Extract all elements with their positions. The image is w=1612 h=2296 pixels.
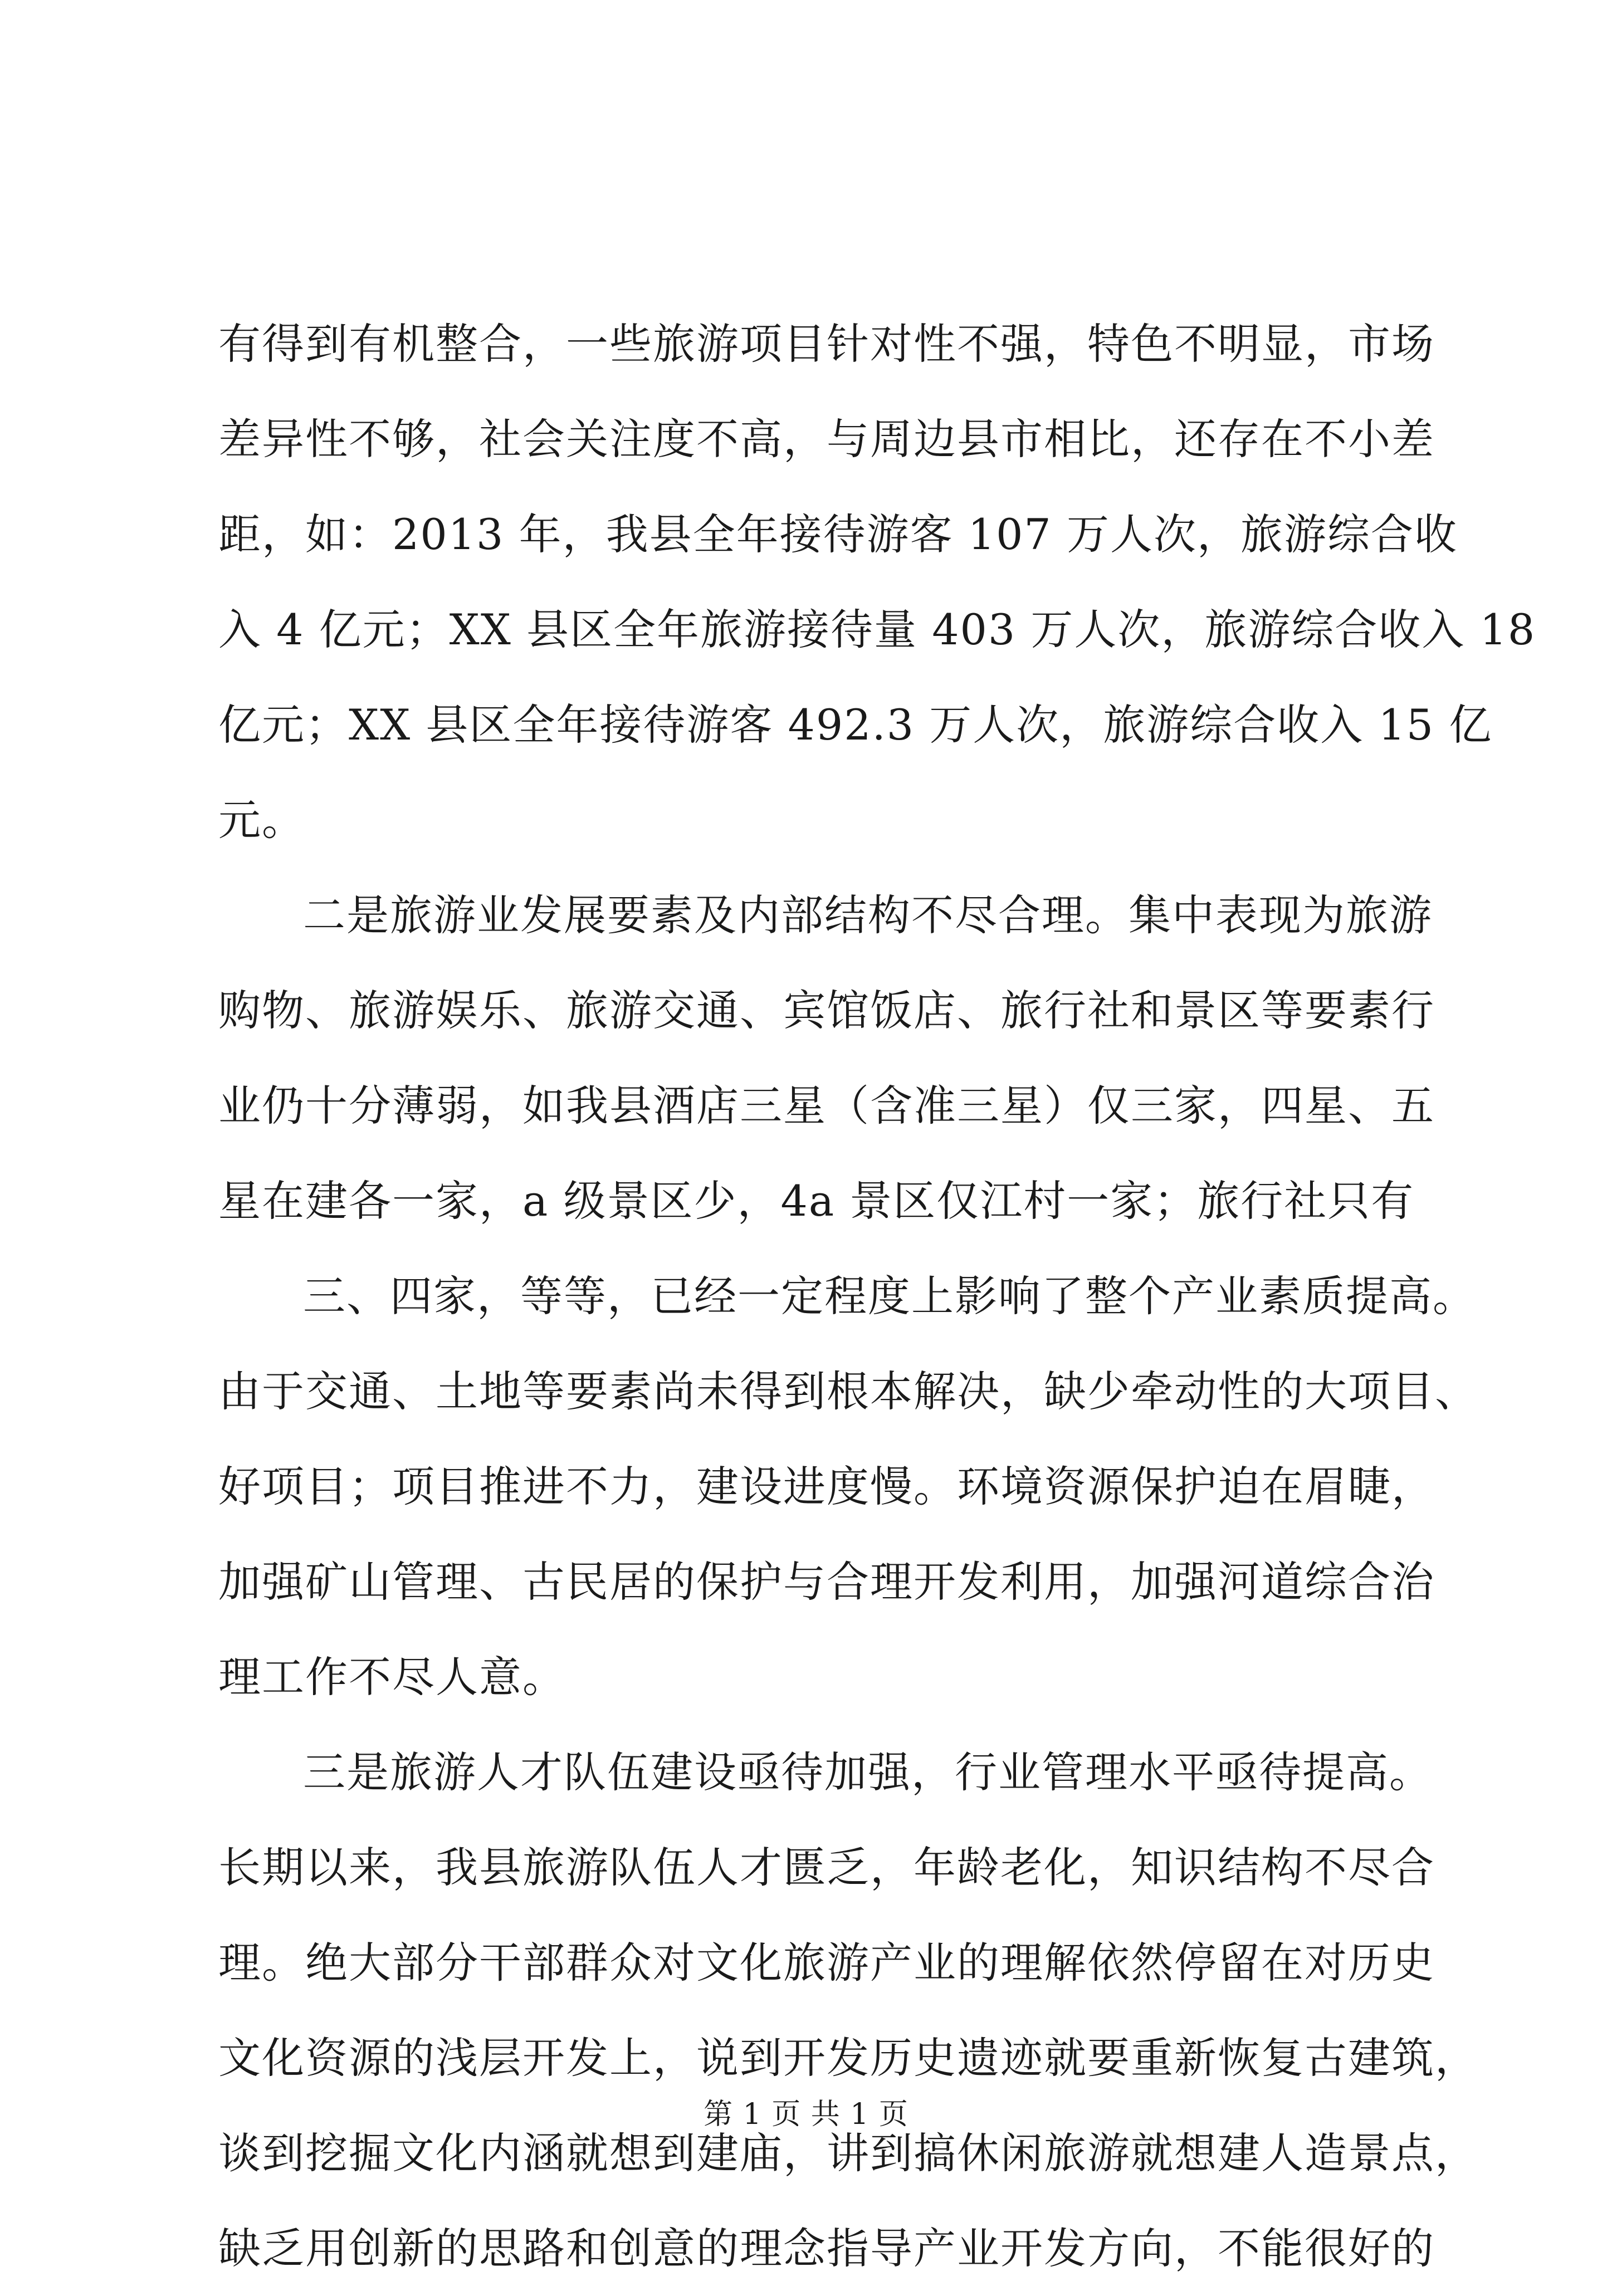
text-line: 入 4 亿元；XX 县区全年旅游接待量 403 万人次，旅游综合收入 18 (218, 605, 1536, 654)
paragraph-start-line: 三、四家，等等，已经一定程度上影响了整个产业素质提高。 (303, 1271, 1476, 1321)
text-line: 缺乏用创新的思路和创意的理念指导产业开发方向，不能很好的 (218, 2224, 1435, 2273)
page-number: 第 1 页 共 1 页 (704, 2098, 908, 2131)
text-line: 长期以来，我县旅游队伍人才匮乏，年龄老化，知识结构不尽合 (218, 1843, 1435, 1892)
text-line: 差异性不够，社会关注度不高，与周边县市相比，还存在不小差 (218, 414, 1435, 464)
text-line: 加强矿山管理、古民居的保护与合理开发利用，加强河道综合治 (218, 1557, 1435, 1607)
text-line: 谈到挖掘文化内涵就想到建庙，讲到搞休闲旅游就想建人造景点， (218, 2128, 1478, 2178)
text-line: 元。 (218, 795, 305, 845)
text-line: 距，如：2013 年，我县全年接待游客 107 万人次，旅游综合收 (218, 510, 1458, 559)
text-line: 有得到有机整合，一些旅游项目针对性不强，特色不明显，市场 (218, 319, 1435, 369)
text-line: 购物、旅游娱乐、旅游交通、宾馆饭店、旅行社和景区等要素行 (218, 986, 1435, 1035)
text-line: 好项目；项目推进不力，建设进度慢。环境资源保护迫在眉睫， (218, 1462, 1435, 1511)
page-footer (0, 2095, 1612, 2134)
paragraph-start-line: 二是旅游业发展要素及内部结构不尽合理。集中表现为旅游 (303, 890, 1433, 940)
text-line: 文化资源的浅层开发上，说到开发历史遗迹就要重新恢复古建筑， (218, 2033, 1478, 2083)
text-line: 星在建各一家，a 级景区少，4a 景区仅江村一家；旅行社只有 (218, 1176, 1415, 1226)
text-line: 由于交通、土地等要素尚未得到根本解决，缺少牵动性的大项目、 (218, 1367, 1478, 1416)
paragraph-start-line: 三是旅游人才队伍建设亟待加强，行业管理水平亟待提高。 (303, 1747, 1433, 1797)
body-text (218, 296, 1536, 2296)
text-line: 理。绝大部分干部群众对文化旅游产业的理解依然停留在对历史 (218, 1938, 1435, 1987)
text-line: 亿元；XX 县区全年接待游客 492.3 万人次，旅游综合收入 15 亿 (218, 700, 1493, 750)
text-line: 业仍十分薄弱，如我县酒店三星（含准三星）仅三家，四星、五 (218, 1081, 1435, 1130)
text-line: 理工作不尽人意。 (218, 1652, 566, 1702)
